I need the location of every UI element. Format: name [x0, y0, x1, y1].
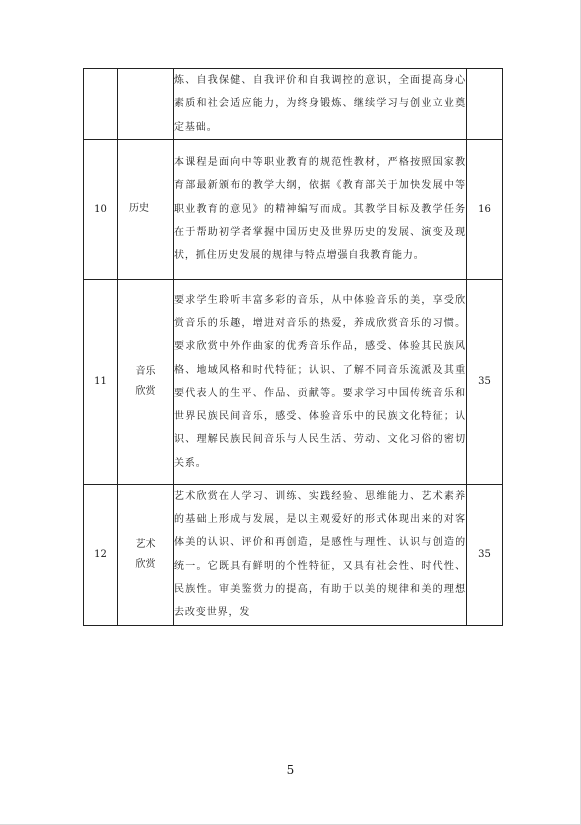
course-description: 要求学生聆听丰富多彩的音乐，从中体验音乐的美，享受欣赏音乐的乐趣，增进对音乐的热爱，养成欣赏音乐的习惯。要求欣赏中外作曲家的优秀音乐作品，感受、体验其民族风格、地域风格和时代特征；认识、了解不同音乐流派及其重要代表人的生平、作品、贡献等。要求学习中国传统音乐和世界民族民间音乐，感受、体验音乐中的民族文化特征；认识、理解民族民间音乐与人民生活、劳动、文化习俗的密切关系。	[174, 279, 467, 484]
course-hours: 16	[467, 139, 503, 279]
table-row	[84, 139, 503, 279]
course-hours	[467, 69, 503, 140]
row-number: 11	[84, 279, 118, 484]
table-row	[84, 69, 503, 140]
page-number: 5	[286, 763, 295, 777]
course-table	[83, 68, 503, 626]
table-row	[84, 279, 503, 484]
row-number	[84, 69, 118, 140]
course-description: 艺术欣赏在人学习、训练、实践经验、思维能力、艺术素养的基础上形成与发展，是以主观爱好的形式体现出来的对客体美的认识、评价和再创造，是感性与理性、认识与创造的统一。它既具有鲜明的个性特征，又具有社会性、时代性、民族性。审美鉴赏力的提高，有助于以美的规律和美的理想去改变世界，发	[174, 484, 467, 625]
course-name: 音乐欣赏	[118, 279, 174, 484]
row-number: 10	[84, 139, 118, 279]
course-name: 艺术欣赏	[118, 484, 174, 625]
course-hours: 35	[467, 279, 503, 484]
table-row	[84, 484, 503, 625]
course-name	[118, 69, 174, 140]
course-name: 历史	[118, 139, 174, 279]
course-description: 本课程是面向中等职业教育的规范性教材，严格按照国家教育部最新颁布的教学大纲，依据《教育部关于加快发展中等职业教育的意见》的精神编写而成。其教学目标及教学任务在于帮助初学者掌握中国历史及世界历史的发展、演变及现状，抓住历史发展的规律与特点增强自我教育能力。	[174, 139, 467, 279]
row-number: 12	[84, 484, 118, 625]
course-description: 炼、自我保健、自我评价和自我调控的意识，全面提高身心素质和社会适应能力，为终身锻炼、继续学习与创业立业奠定基础。	[174, 69, 467, 140]
course-hours: 35	[467, 484, 503, 625]
